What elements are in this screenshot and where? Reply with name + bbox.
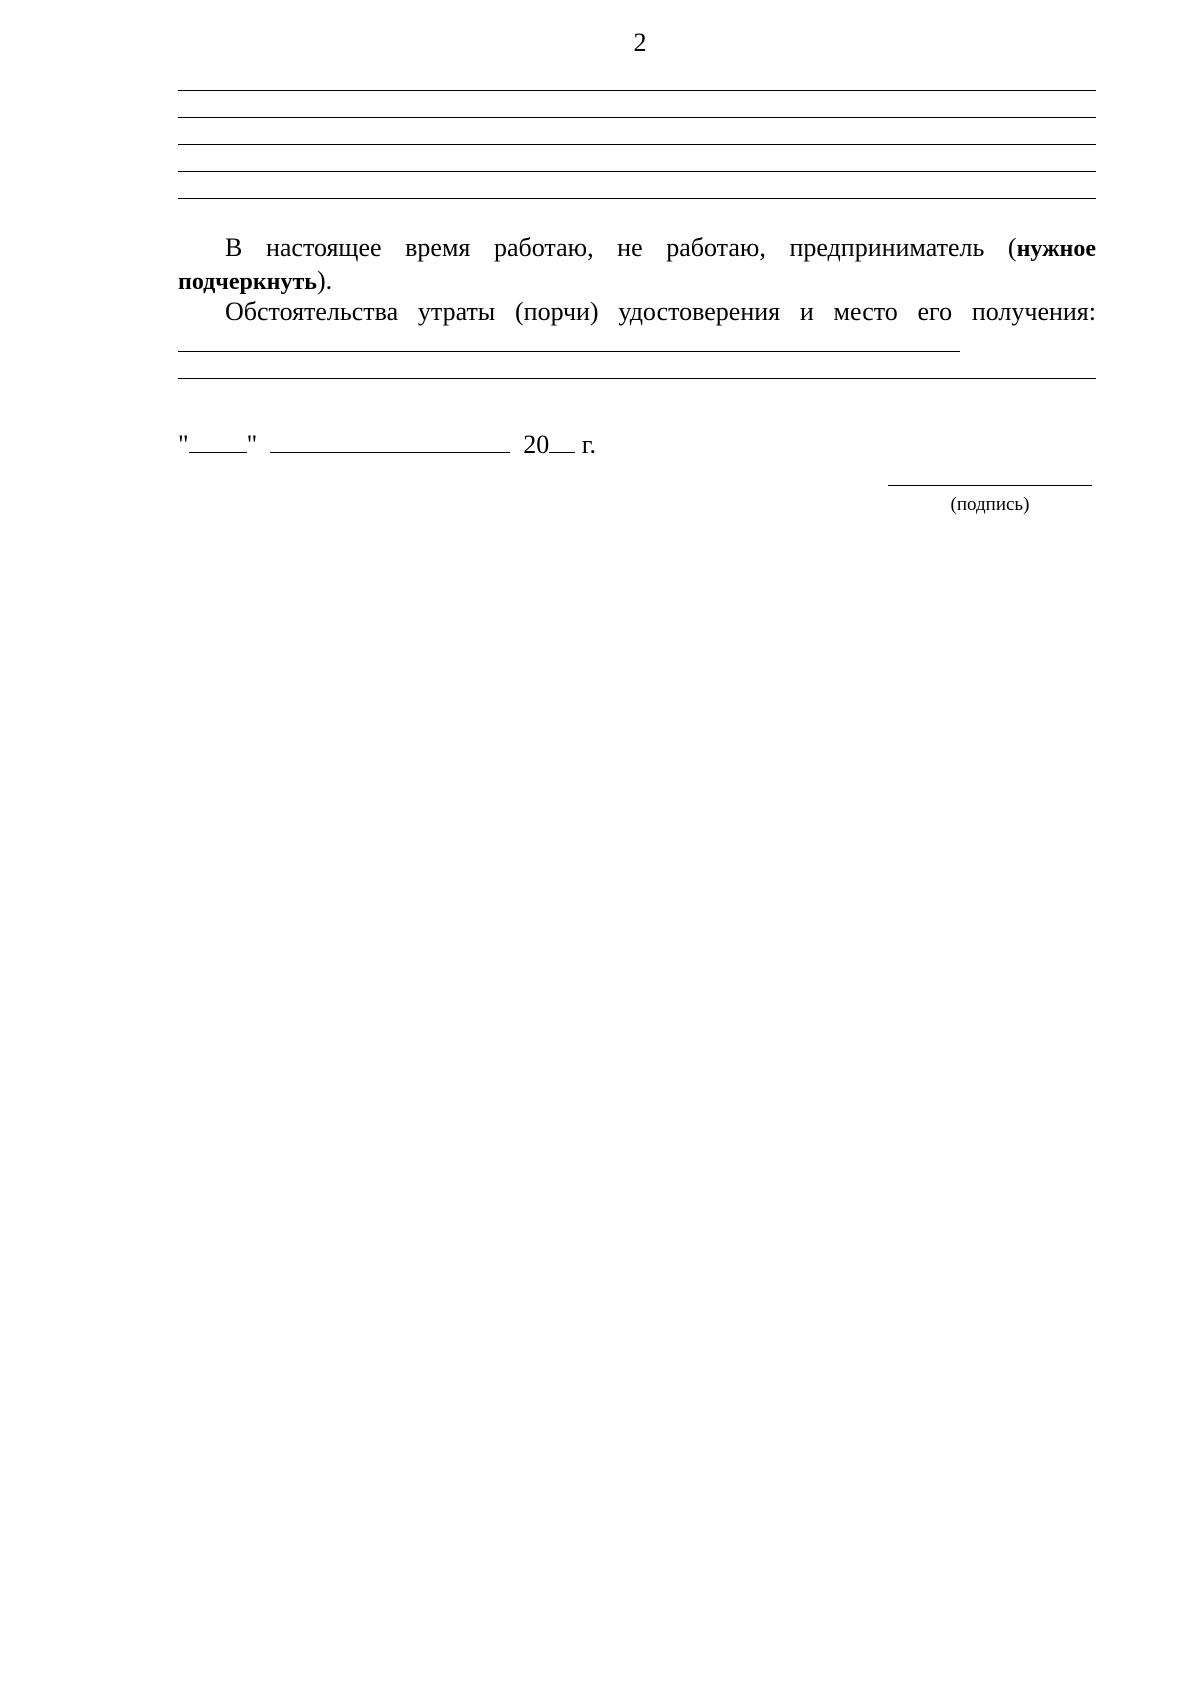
blank-line xyxy=(178,90,1096,91)
year-suffix: г. xyxy=(575,430,596,459)
signature-line xyxy=(888,485,1092,486)
signature-caption: (подпись) xyxy=(950,494,1030,515)
month-blank xyxy=(270,430,510,453)
circumstances-paragraph xyxy=(178,296,1096,360)
employment-status-paragraph xyxy=(178,232,1096,298)
date-quote-close: " xyxy=(246,430,258,459)
employment-text: В настоящее время работаю, не работаю, предприниматель ( xyxy=(225,233,1017,262)
page-number: 2 xyxy=(633,28,647,57)
circumstances-blank-line xyxy=(178,329,960,352)
employment-closing: ). xyxy=(316,266,333,295)
circumstances-blank-line-2 xyxy=(178,378,1096,379)
employment-note: нужное подчеркнуть xyxy=(178,236,1096,295)
day-blank xyxy=(189,430,247,453)
blank-line xyxy=(178,117,1096,118)
blank-line xyxy=(178,144,1096,145)
blank-line xyxy=(178,198,1096,199)
date-field xyxy=(178,430,596,460)
circumstances-text: Обстоятельства утраты (порчи) удостоверения и место его получения: xyxy=(225,297,1096,326)
year-blank xyxy=(549,430,575,453)
blank-line xyxy=(178,171,1096,172)
year-prefix: 20 xyxy=(523,430,550,459)
date-quote-open: " xyxy=(178,430,189,459)
